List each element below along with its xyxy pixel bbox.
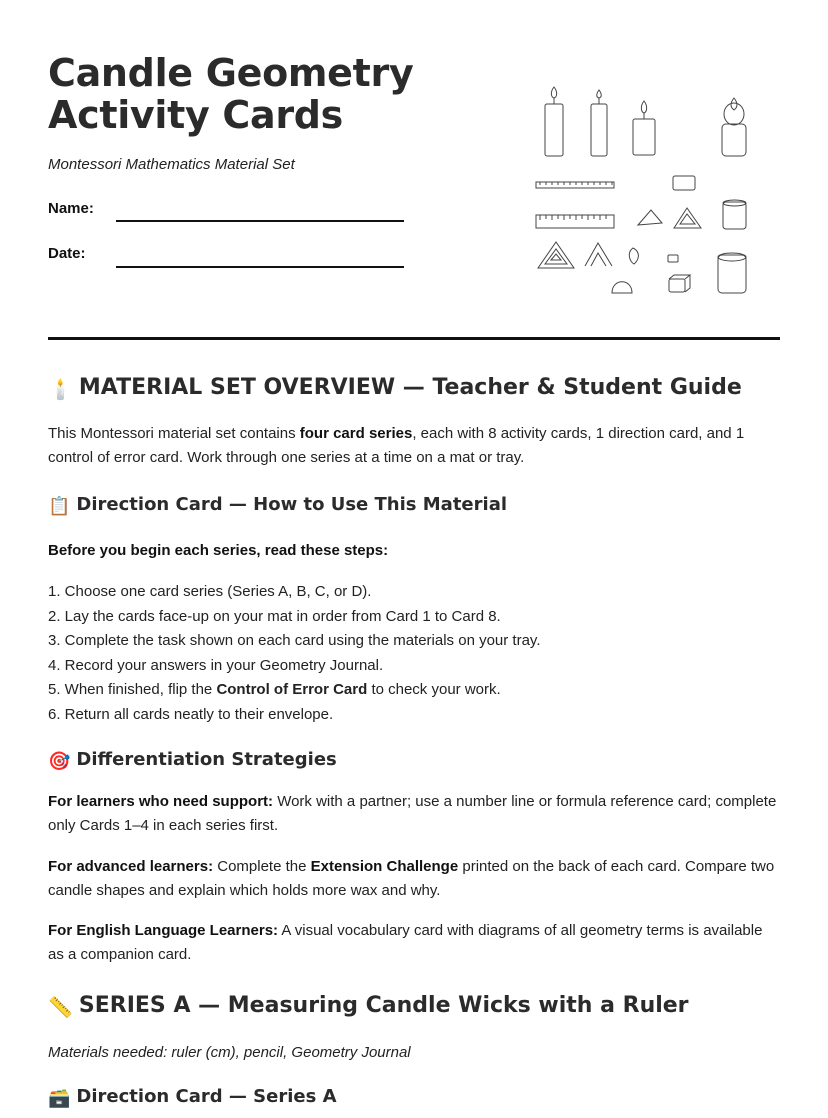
candle-icon	[545, 87, 563, 156]
candle-geometry-illustration	[530, 84, 760, 304]
card-box-icon: 🗃️	[48, 1088, 71, 1109]
candle-icon	[591, 90, 607, 156]
list-item: 3. Complete the task shown on each card using the materials on your tray.	[48, 632, 541, 650]
list-item: 6. Return all cards neatly to their envelope.	[48, 705, 334, 723]
cylinder-shape-icon	[723, 200, 746, 229]
date-field[interactable]	[116, 266, 404, 268]
page-title	[48, 52, 413, 136]
differentiation-heading: 🎯 Differentiation Strategies	[48, 749, 337, 772]
ruler-icon	[536, 215, 614, 228]
target-icon: 🎯	[48, 751, 71, 772]
candle-icon: 🕯️	[48, 377, 73, 401]
triangle-shape-icon	[585, 243, 612, 266]
ruler-icon	[536, 182, 614, 188]
overview-intro: This Montessori material set contains four card series, each with 8 activity cards, 1 direction card, and 1 control of error card. Work through one series at a time on a mat or tray.	[48, 425, 745, 466]
support-strategy: For learners who need support: Work with a partner; use a number line or formula reference card; complete only Cards 1–4 in each series first.	[48, 793, 777, 834]
name-label: Name:	[48, 200, 94, 217]
series-a-heading: 📏 SERIES A — Measuring Candle Wicks with a Ruler	[48, 993, 689, 1019]
series-a-direction-heading: 🗃️ Direction Card — Series A	[48, 1086, 337, 1109]
cylinder-shape-icon	[718, 253, 746, 293]
ruler-icon: 📏	[48, 995, 73, 1019]
name-field[interactable]	[116, 220, 404, 222]
cube-shape-icon	[669, 275, 690, 292]
steps-list	[48, 580, 540, 728]
list-item: 1. Choose one card series (Series A, B, C, or D).	[48, 583, 372, 600]
rectangle-shape-icon	[668, 255, 678, 262]
list-item: 2. Lay the cards face-up on your mat in order from Card 1 to Card 8.	[48, 607, 501, 625]
triangle-shape-icon	[538, 242, 574, 268]
clipboard-icon: 📋	[48, 496, 71, 517]
triangle-shape-icon	[674, 208, 701, 228]
direction-lead: Before you begin each series, read these steps:	[48, 542, 389, 559]
subtitle: Montessori Mathematics Material Set	[48, 156, 295, 173]
rectangle-shape-icon	[673, 176, 695, 190]
list-item: 5. When finished, flip the Control of Error Card to check your work.	[48, 681, 501, 699]
title-line-2: Activity Cards	[48, 93, 343, 137]
dome-shape-icon	[612, 282, 632, 293]
drop-shape-icon	[629, 248, 638, 264]
title-line-1: Candle Geometry	[48, 51, 414, 95]
candle-icon	[722, 98, 746, 156]
date-label: Date:	[48, 245, 86, 262]
advanced-strategy: For advanced learners: Complete the Extension Challenge printed on the back of each card. Compare two candle shapes and explain which holds more wax and why.	[48, 858, 775, 899]
series-a-materials: Materials needed: ruler (cm), pencil, Geometry Journal	[48, 1044, 411, 1061]
ell-strategy: For English Language Learners: A visual vocabulary card with diagrams of all geometry terms is available as a companion card.	[48, 922, 763, 963]
header-divider	[48, 337, 780, 340]
direction-card-heading: 📋 Direction Card — How to Use This Material	[48, 494, 508, 517]
candle-icon	[633, 101, 655, 155]
triangle-shape-icon	[638, 210, 662, 225]
overview-heading: 🕯️ MATERIAL SET OVERVIEW — Teacher & Student Guide	[48, 375, 742, 401]
list-item: 4. Record your answers in your Geometry Journal.	[48, 656, 384, 674]
